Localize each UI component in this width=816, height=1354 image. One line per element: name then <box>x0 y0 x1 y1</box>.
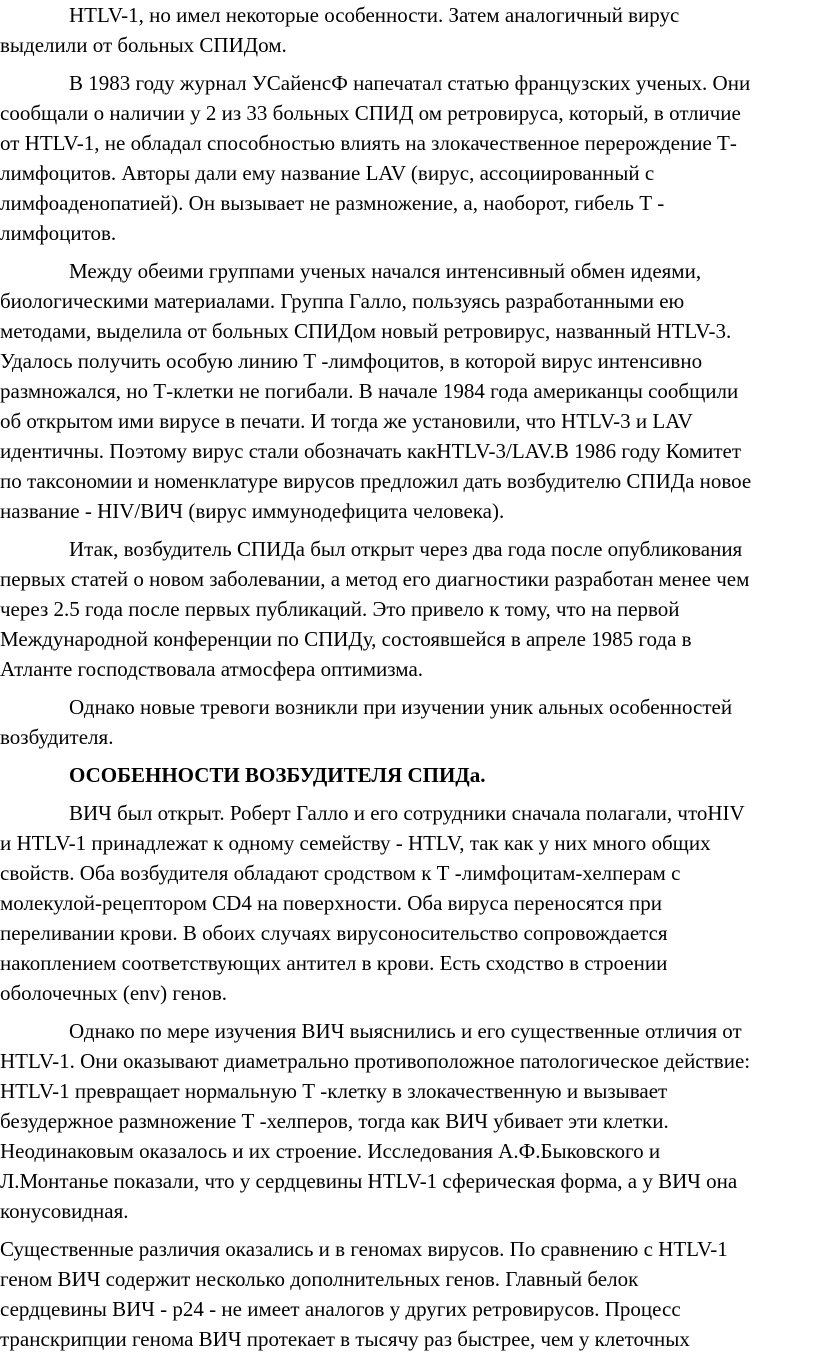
text-line: об открытом ими вирусе в печати. И тогда же установили, что HTLV-3 и LAV <box>0 409 693 433</box>
text-line: Однако новые тревоги возникли при изучении уник альных особенностей <box>69 695 733 719</box>
paragraph-gap <box>0 1008 816 1016</box>
text-line: лимфоцитов. <box>0 221 117 245</box>
paragraph <box>0 798 816 1008</box>
text-line: сердцевины ВИЧ - р24 - не имеет аналогов у других ретровирусов. Процесс <box>0 1297 681 1321</box>
text-line: Неодинаковым оказалось и их строение. Исследования А.Ф.Быковского и <box>0 1139 661 1163</box>
text-line: первых статей о новом заболевании, а метод его диагностики разработан менее чем <box>0 567 750 591</box>
paragraph-gap <box>0 60 816 68</box>
text-line: HTLV-1. Они оказывают диаметрально противоположное патологическое действие: <box>0 1049 751 1073</box>
text-line: Л.Монтанье показали, что у сердцевины HTLV-1 сферическая форма, а у ВИЧ она <box>0 1169 738 1193</box>
text-line: Между обеими группами ученых начался интенсивный обмен идеями, <box>69 259 702 283</box>
text-line: название - HIV/ВИЧ (вирус иммунодефицита человека). <box>0 499 505 523</box>
paragraph-gap <box>0 248 816 256</box>
text-line: HTLV-1 превращает нормальную Т -клетку в злокачественную и вызывает <box>0 1079 668 1103</box>
section-heading <box>0 760 816 790</box>
text-line: В 1983 году журнал УСайенсФ напечатал статью французских ученых. Они <box>69 71 751 95</box>
text-line: свойств. Оба возбудителя обладают сродством к Т -лимфоцитам-хелперам с <box>0 861 681 885</box>
paragraph <box>0 256 816 526</box>
text-line: выделили от больных СПИДом. <box>0 33 287 57</box>
text-line: Существенные различия оказались и в геномах вирусов. По сравнению с HTLV-1 <box>0 1237 728 1261</box>
text-line: от HTLV-1, не обладал способностью влиять на злокачественное перерождение Т- <box>0 131 737 155</box>
text-line: сообщали о наличии у 2 из 33 больных СПИД ом ретровируса, который, в отличие <box>0 101 741 125</box>
paragraph <box>0 1016 816 1226</box>
text-line: ВИЧ был открыт. Роберт Галло и его сотрудники сначала полагали, чтоHIV <box>69 801 745 825</box>
text-line: геном ВИЧ содержит несколько дополнительных генов. Главный белок <box>0 1267 639 1291</box>
text-line: возбудителя. <box>0 725 114 749</box>
paragraph-gap <box>0 1226 816 1234</box>
paragraph-gap <box>0 790 816 798</box>
text-line: методами, выделила от больных СПИДом новый ретровирус, названный HTLV-3. <box>0 319 732 343</box>
text-line: биологическими материалами. Группа Галло, пользуясь разработанными ею <box>0 289 685 313</box>
text-line: через 2.5 года после первых публикаций. Это привело к тому, что на первой <box>0 597 680 621</box>
text-line: и HTLV-1 принадлежат к одному семейству - HTLV, так как у них много общих <box>0 831 711 855</box>
text-line: Международной конференции по СПИДу, состоявшейся в апреле 1985 года в <box>0 627 692 651</box>
text-line: молекулой-рецептором CD4 на поверхности. Оба вируса переносятся при <box>0 891 662 915</box>
paragraph-gap <box>0 526 816 534</box>
text-line: переливании крови. В обоих случаях вирусоносительство сопровождается <box>0 921 668 945</box>
paragraph <box>0 68 816 248</box>
text-line: Удалось получить особую линию Т -лимфоцитов, в которой вирус интенсивно <box>0 349 703 373</box>
paragraph <box>0 0 816 60</box>
paragraph <box>0 692 816 752</box>
text-line: конусовидная. <box>0 1199 129 1223</box>
text-line: транскрипции генома ВИЧ протекает в тысячу раз быстрее, чем у клеточных <box>0 1327 690 1351</box>
paragraph-gap <box>0 684 816 692</box>
text-line: оболочечных (env) генов. <box>0 981 227 1005</box>
text-line: Итак, возбудитель СПИДа был открыт через два года после опубликования <box>69 537 743 561</box>
paragraph <box>0 534 816 684</box>
text-line: по таксономии и номенклатуре вирусов предложил дать возбудителю СПИДа новое <box>0 469 752 493</box>
text-line: размножался, но Т-клетки не погибали. В начале 1984 года американцы сообщили <box>0 379 739 403</box>
paragraph <box>0 1234 816 1354</box>
text-line: Однако по мере изучения ВИЧ выяснились и его существенные отличия от <box>69 1019 742 1043</box>
text-line: лимфоцитов. Авторы дали ему название LAV (вирус, ассоциированный с <box>0 161 655 185</box>
text-line: HTLV-1, но имел некоторые особенности. Затем аналогичный вирус <box>69 3 680 27</box>
text-line: накоплением соответствующих антител в крови. Есть сходство в строении <box>0 951 668 975</box>
paragraph-gap <box>0 752 816 760</box>
text-line: идентичны. Поэтому вирус стали обозначать какHTLV-3/LAV.В 1986 году Комитет <box>0 439 742 463</box>
text-line: безудержное размножение Т -хелперов, тогда как ВИЧ убивает эти клетки. <box>0 1109 669 1133</box>
heading-text: ОСОБЕННОСТИ ВОЗБУДИТЕЛЯ СПИДа. <box>69 763 486 787</box>
text-line: Атланте господствовала атмосфера оптимизма. <box>0 657 424 681</box>
text-line: лимфоаденопатией). Он вызывает не размножение, а, наоборот, гибель Т - <box>0 191 665 215</box>
